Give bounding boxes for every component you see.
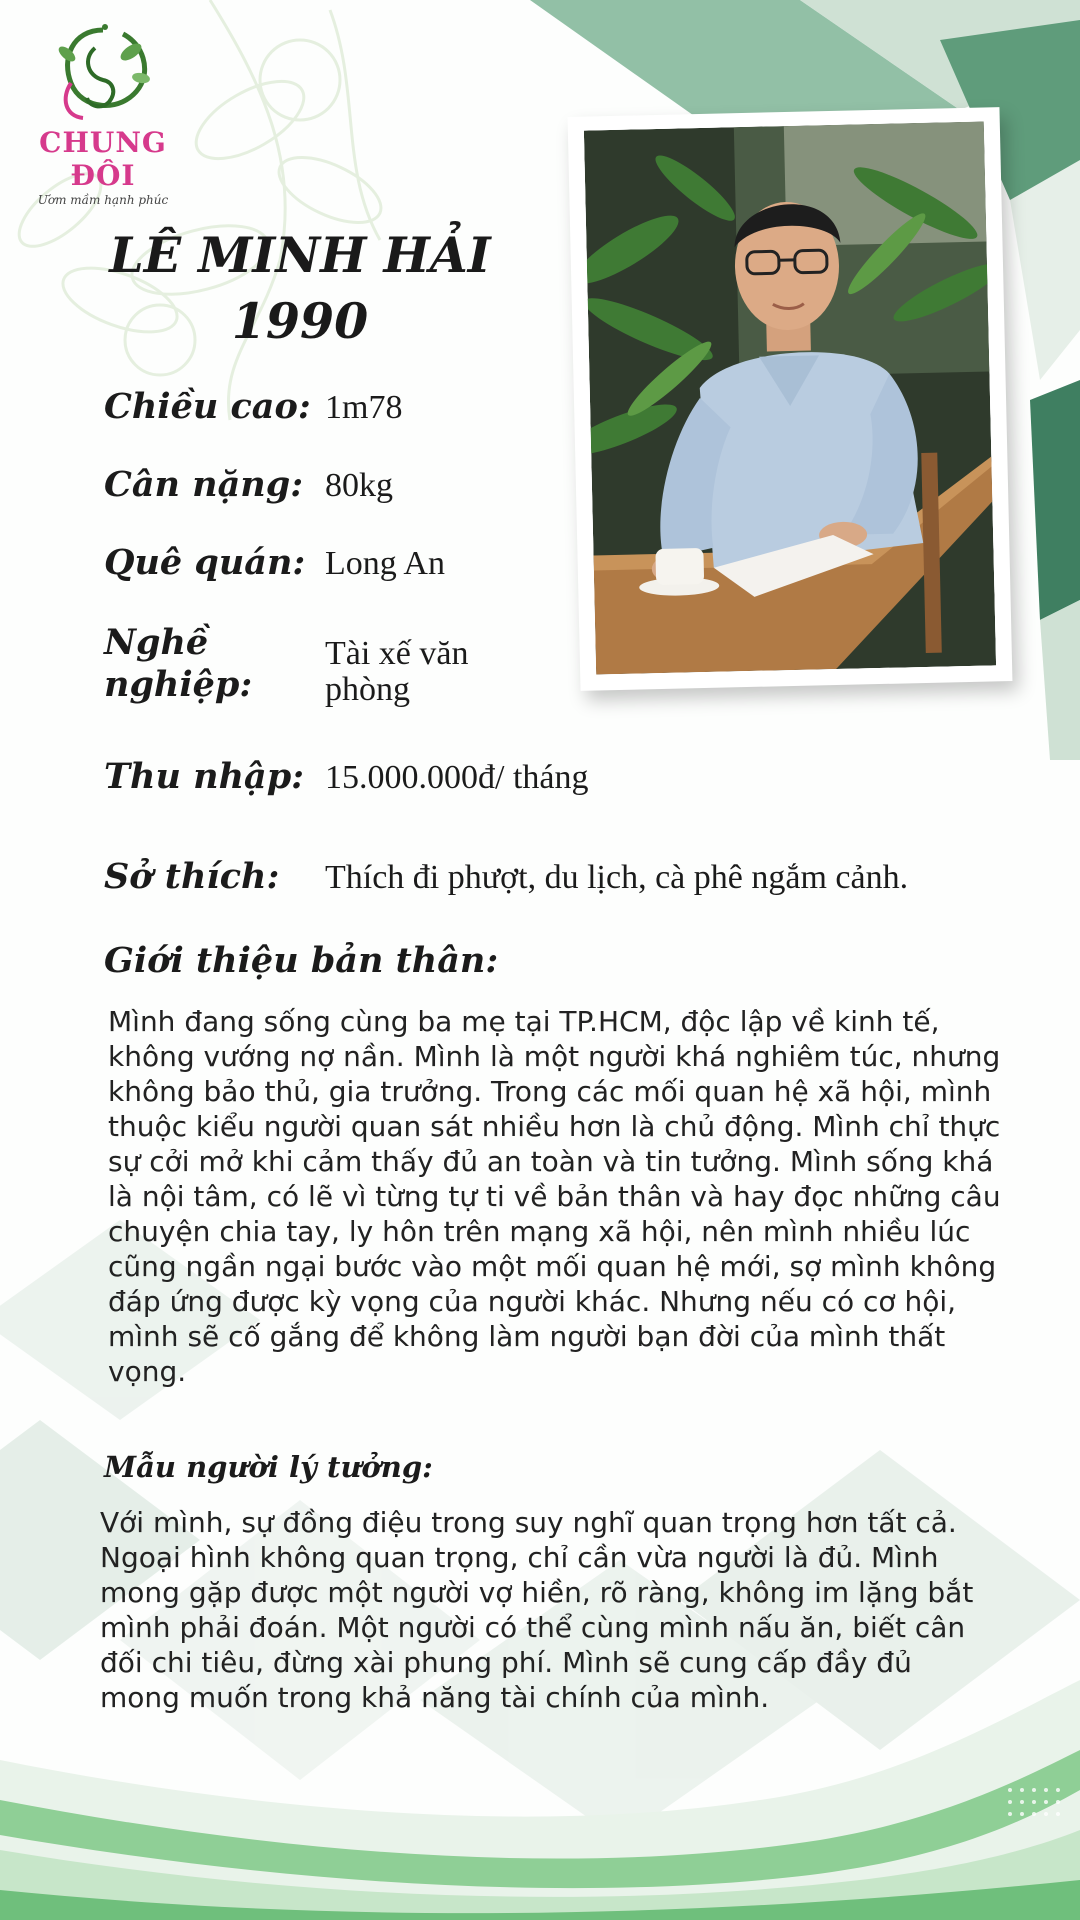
profile-name: LÊ MINH HẢI [109, 226, 491, 284]
brand-tagline: Ươm mầm hạnh phúc [37, 193, 169, 207]
intro-text: Mình đang sống cùng ba mẹ tại TP.HCM, độc lập về kinh tế, không vướng nợ nần. Mình là một người khá nghiêm túc, nhưng không bảo thủ, gia trưởng. Trong các mối quan hệ xã hội, mình thuộc kiểu người quan sát nhiều hơn là chủ động. Mình chỉ thực sự cởi mở khi cảm thấy đủ an toàn và tin tưởng. Mình sống khá là nội tâm, có lẽ vì từng tự ti về bản thân và hay đọc những câu chuyện chia tay, ly hôn trên mạng xã hội, nên mình nhiều lúc cũng ngần ngại bước vào một mối quan hệ mới, sợ mình không đáp ứng được kỳ vọng của người khác. Nhưng nếu có cơ hội, mình sẽ cố gắng để không làm người bạn đời của mình thất vọng. [108, 1005, 1001, 1388]
income-value: 15.000.000đ/ tháng [325, 759, 589, 796]
profile-photo [584, 122, 996, 675]
occupation-value: Tài xế văn phòng [325, 635, 469, 708]
ideal-text: Với mình, sự đồng điệu trong suy nghĩ quan trọng hơn tất cả. Ngoại hình không quan trọng, chỉ cần vừa người là đủ. Mình mong gặp được một người vợ hiền, rõ ràng, không im lặng bắt mình phải đoán. Một người có thể cùng mình nấu ăn, biết cân đối chi tiêu, đừng xài phung phí. Mình sẽ cung cấp đầy đủ mong muốn trong khả năng tài chính của mình. [100, 1506, 974, 1714]
weight-label: Cân nặng: [104, 464, 304, 505]
height-value: 1m78 [325, 389, 403, 426]
weight-value: 80kg [325, 467, 393, 504]
brand-logo [8, 18, 198, 207]
income-label: Thu nhập: [104, 756, 305, 797]
height-label: Chiều cao: [104, 386, 311, 427]
hometown-value: Long An [325, 545, 445, 582]
ideal-heading: Mẫu người lý tưởng: [104, 1450, 433, 1484]
occupation-label: Nghề nghiệp: [104, 622, 253, 705]
hometown-label: Quê quán: [104, 542, 306, 583]
profile-name-block [80, 222, 520, 354]
profile-photo-frame [568, 107, 1013, 691]
hobby-value: Thích đi phượt, du lịch, cà phê ngắm cảnh. [325, 859, 909, 896]
hobby-label: Sở thích: [104, 856, 280, 897]
logo-emblem-icon [43, 18, 163, 128]
brand-name: CHUNG ĐÔI [39, 126, 167, 192]
profile-birth-year: 1990 [231, 292, 369, 350]
intro-heading: Giới thiệu bản thân: [104, 940, 499, 981]
